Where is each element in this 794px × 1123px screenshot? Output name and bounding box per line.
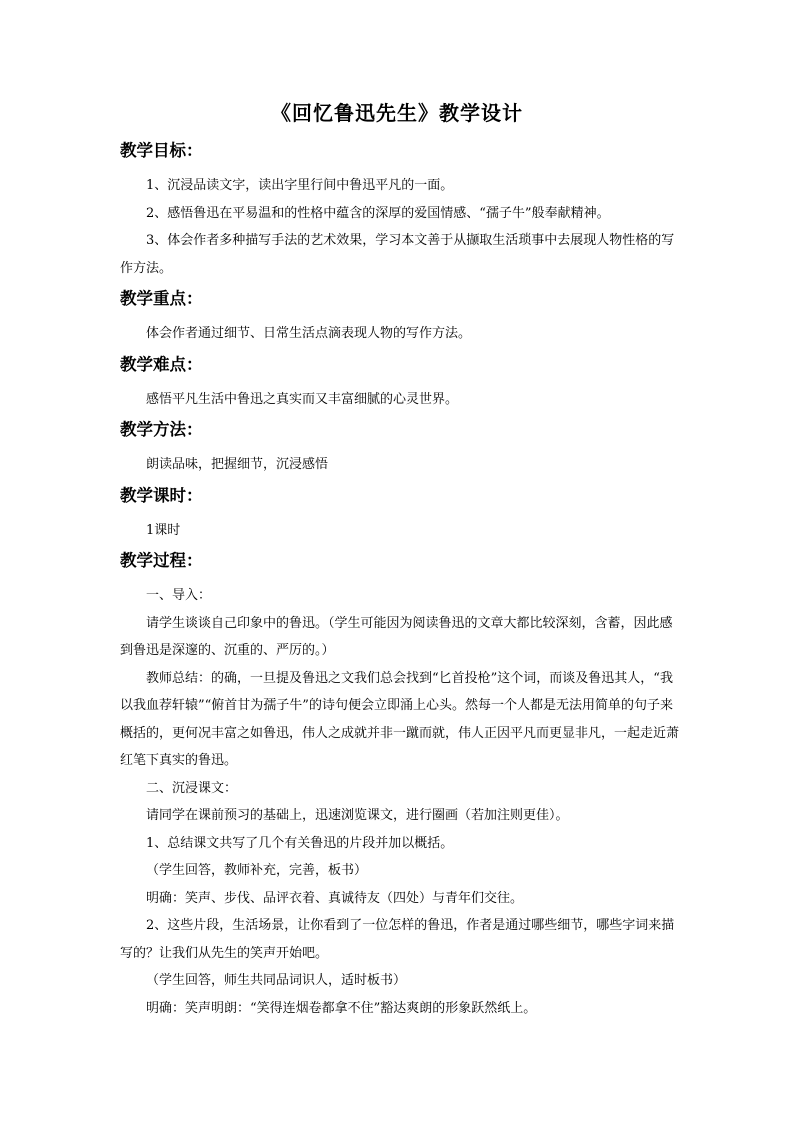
section-heading-difficulties: 教学难点： <box>120 354 203 374</box>
section-heading-objectives: 教学目标： <box>120 141 203 160</box>
process-paragraph: 1、总结课文共写了几个有关鲁迅的片段并加以概括。 <box>146 835 454 851</box>
section-heading-methods: 教学方法： <box>120 420 203 439</box>
process-paragraph: 2、这些片段，生活场景，让你看到了一位怎样的鲁迅，作者是通过哪些细节，哪些字词来描写的？让我们从先生的笑声开始吧。 <box>120 918 675 961</box>
process-paragraph: 请学生谈谈自己印象中的鲁迅。（学生可能因为阅读鲁迅的文章大都比较深刻，含蓄，因此感到鲁迅是深邃的、沉重的、严厉的。） <box>120 615 673 658</box>
section-heading-process: 教学过程： <box>120 551 203 570</box>
methods-text: 朗读品味，把握细节，沉浸感悟 <box>146 457 329 472</box>
process-paragraph: （学生回答，教师补充，完善，板书） <box>146 863 368 878</box>
process-paragraph: 请同学在课前预习的基础上，迅速浏览课文，进行圈画（若加注则更佳）。 <box>146 808 569 823</box>
objective-item: 3、体会作者多种描写手法的艺术效果，学习本文善于从撷取生活琐事中去展现人物性格的写作方法。 <box>120 233 675 276</box>
process-paragraph: （学生回答，师生共同品词识人，适时板书） <box>146 973 407 988</box>
hours-text: 1课时 <box>146 522 181 538</box>
process-paragraph: 明确：笑声、步伐、品评衣着、真诚待友（四处）与青年们交往。 <box>146 890 524 906</box>
document-title: 《回忆鲁迅先生》教学设计 <box>271 101 523 125</box>
process-paragraph: 教师总结：的确，一旦提及鲁迅之文我们总会找到“匕首投枪”这个词，而谈及鲁迅其人，“我以我血荐轩辕”“俯首甘为孺子牛”的诗句便会立即涌上心头。然每一个人都是无法用简单的句子来概括的，更何况丰富之如鲁迅，伟人之成就并非一蹴而就，伟人正因平凡而更显非凡，一起走近萧红笔下真实的鲁迅。 <box>120 670 680 768</box>
section-heading-key-points: 教学重点： <box>120 289 203 308</box>
section-heading-hours: 教学课时： <box>120 485 203 505</box>
process-paragraph: 二、沉浸课文： <box>146 780 238 796</box>
objective-item: 1、沉浸品读文字，读出字里行间中鲁迅平凡的一面。 <box>146 178 454 193</box>
document-body <box>120 138 680 1022</box>
process-paragraph: 明确：笑声明朗：“笑得连烟卷都拿不住”豁达爽朗的形象跃然纸上。 <box>146 1000 537 1016</box>
process-paragraph: 一、导入： <box>146 588 212 603</box>
difficulties-text: 感悟平凡生活中鲁迅之真实而又丰富细腻的心灵世界。 <box>146 391 459 407</box>
key-points-text: 体会作者通过细节、日常生活点滴表现人物的写作方法。 <box>146 326 472 341</box>
objective-item: 2、感悟鲁迅在平易温和的性格中蕴含的深厚的爱国情感、“孺子牛”般奉献精神。 <box>146 205 610 221</box>
